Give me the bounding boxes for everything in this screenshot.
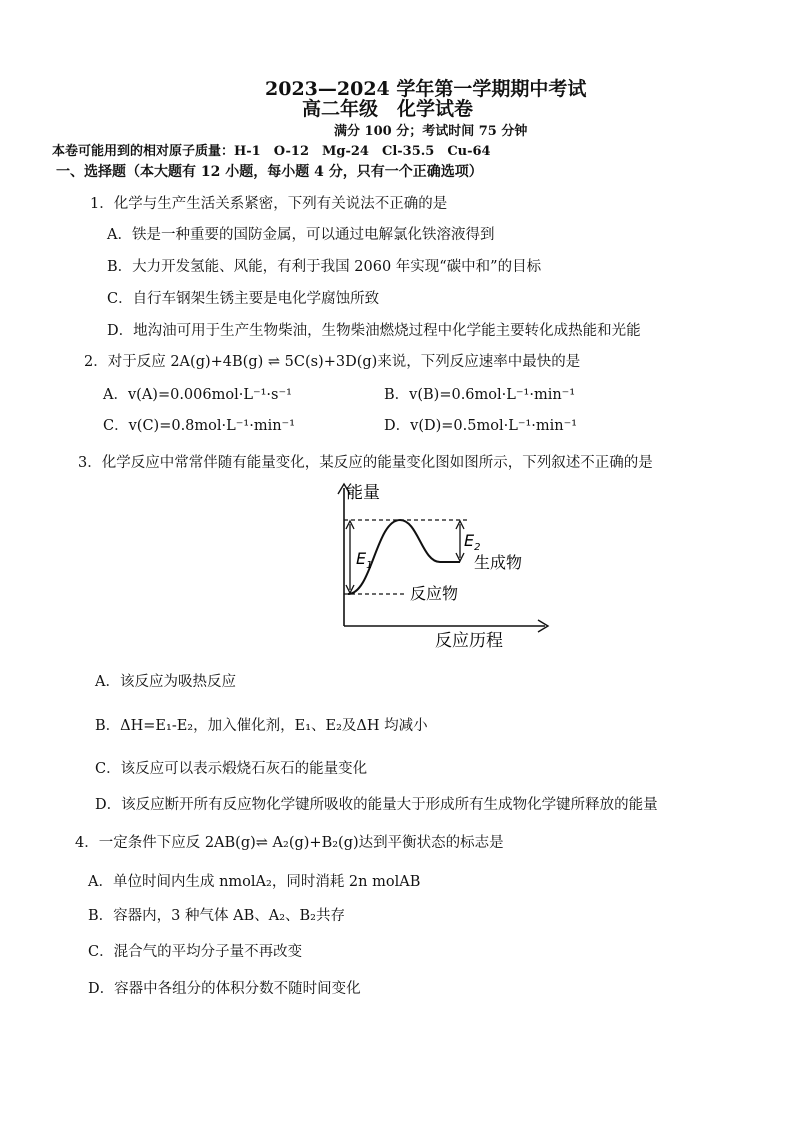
e1-label: $E_1$ bbox=[356, 549, 373, 571]
q3-option-c: C．该反应可以表示煅烧石灰石的能量变化 bbox=[95, 761, 368, 777]
exam-subtitle: 高二年级 化学试卷 bbox=[302, 98, 474, 120]
q1-option-d: D．地沟油可用于生产生物柴油，生物柴油燃烧过程中化学能主要转化成热能和光能 bbox=[107, 323, 641, 339]
reactant-label: 反应物 bbox=[410, 584, 459, 603]
x-axis-label: 反应历程 bbox=[435, 631, 503, 651]
q1-option-c: C．自行车钢架生锈主要是电化学腐蚀所致 bbox=[107, 291, 380, 307]
atomic-masses: 本卷可能用到的相对原子质量：H-1 O-12 Mg-24 Cl-35.5 Cu-64 bbox=[52, 144, 491, 159]
q3-option-d: D．该反应断开所有反应物化学键所吸收的能量大于形成所有生成物化学键所释放的能量 bbox=[95, 797, 658, 813]
q3-option-b: B．ΔH=E₁-E₂，加入催化剂，E₁、E₂及ΔH 均减小 bbox=[95, 718, 428, 734]
q2-option-c: C．v(C)=0.8mol·L⁻¹·min⁻¹ bbox=[103, 418, 296, 434]
product-label: 生成物 bbox=[474, 553, 523, 572]
q2-option-b: B．v(B)=0.6mol·L⁻¹·min⁻¹ bbox=[384, 387, 576, 403]
q4-option-b: B．容器内，3 种气体 AB、A₂、B₂共存 bbox=[88, 908, 345, 924]
q4-option-a: A．单位时间内生成 nmolA₂，同时消耗 2n molAB bbox=[88, 874, 421, 890]
exam-meta: 满分 100 分；考试时间 75 分钟 bbox=[334, 124, 528, 139]
q4-option-c: C．混合气的平均分子量不再改变 bbox=[88, 944, 303, 960]
e2-label: $E_2$ bbox=[464, 531, 481, 553]
exam-title: 2023—2024 学年第一学期期中考试 bbox=[265, 78, 587, 100]
energy-diagram bbox=[300, 476, 560, 651]
q4-option-d: D．容器中各组分的体积分数不随时间变化 bbox=[88, 981, 361, 997]
q1-stem: 1．化学与生产生活关系紧密，下列有关说法不正确的是 bbox=[90, 196, 448, 212]
section-heading: 一、选择题（本大题有 12 小题，每小题 4 分，只有一个正确选项） bbox=[56, 164, 483, 180]
q1-option-b: B．大力开发氢能、风能，有利于我国 2060 年实现“碳中和”的目标 bbox=[107, 259, 542, 275]
y-axis-label: 能量 bbox=[346, 483, 380, 503]
q3-option-a: A．该反应为吸热反应 bbox=[95, 674, 236, 690]
q4-stem: 4．一定条件下应反 2AB(g)⇌ A₂(g)+B₂(g)达到平衡状态的标志是 bbox=[75, 835, 504, 851]
q3-stem: 3．化学反应中常常伴随有能量变化，某反应的能量变化图如图所示，下列叙述不正确的是 bbox=[78, 455, 653, 471]
q2-option-a: A．v(A)=0.006mol·L⁻¹·s⁻¹ bbox=[103, 387, 292, 403]
q2-option-d: D．v(D)=0.5mol·L⁻¹·min⁻¹ bbox=[384, 418, 578, 434]
q1-option-a: A．铁是一种重要的国防金属，可以通过电解氯化铁溶液得到 bbox=[107, 227, 495, 243]
q2-stem: 2．对于反应 2A(g)+4B(g) ⇌ 5C(s)+3D(g)来说，下列反应速率中最快的是 bbox=[84, 354, 581, 370]
